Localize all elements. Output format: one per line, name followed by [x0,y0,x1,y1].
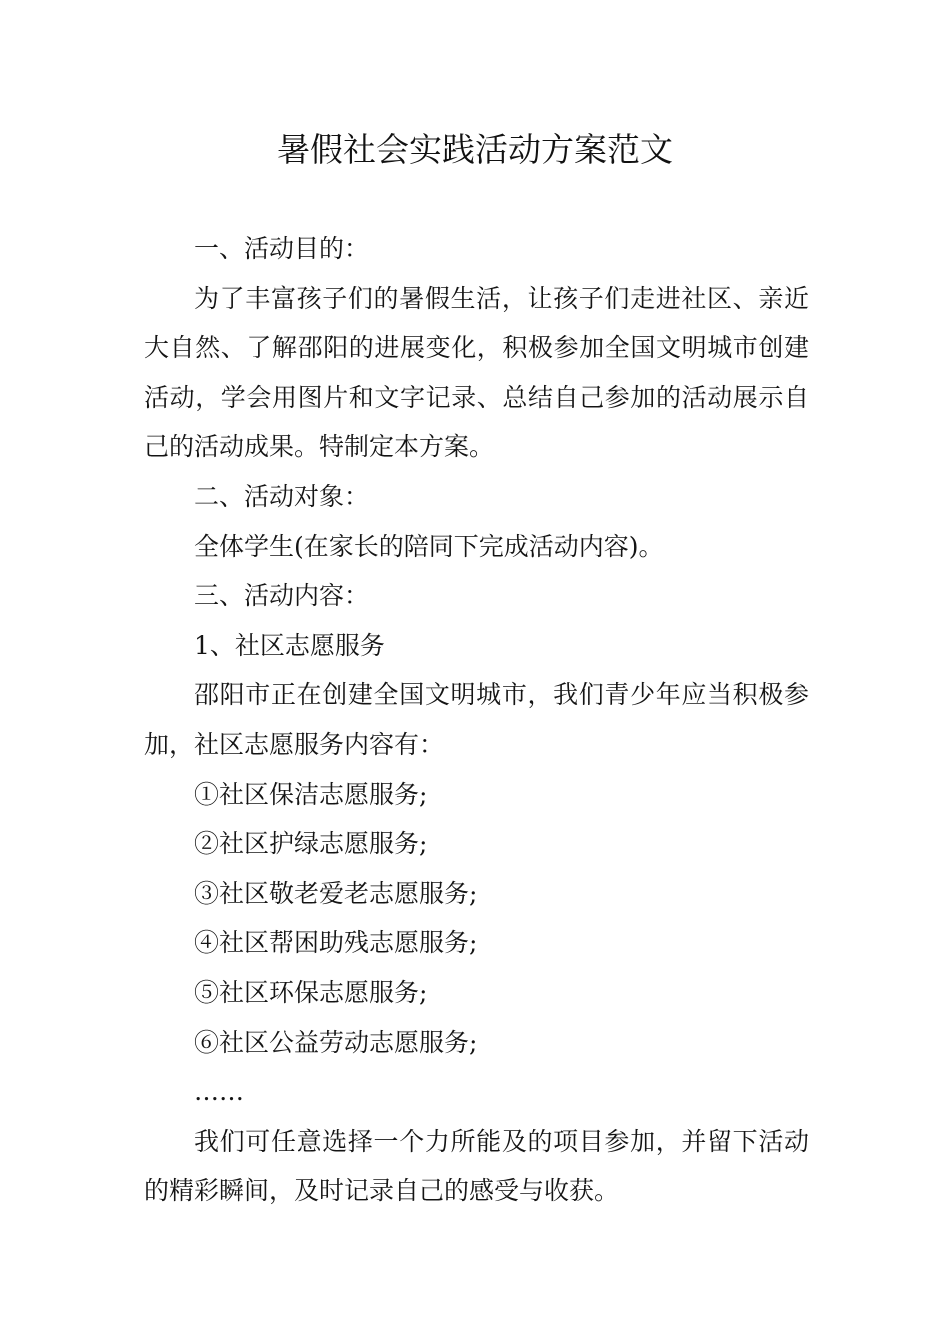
section-heading-content: 三、活动内容： [194,581,370,611]
list-ellipsis: …… [194,1077,244,1107]
list-item: ⑥社区公益劳动志愿服务; [194,1027,478,1057]
list-item: ②社区护绿志愿服务; [194,829,428,859]
paragraph-purpose: 为了丰富孩子们的暑假生活，让孩子们走进社区、亲近大自然、了解邵阳的进展变化，积极参加全国文明城市创建活动，学会用图片和文字记录、总结自己参加的活动展示自己的活动成果。特制定本方案。 [144,283,809,462]
section-heading-purpose: 一、活动目的： [194,234,370,263]
section-heading-target: 二、活动对象： [194,481,370,511]
list-item: ⑤社区环保志愿服务; [194,977,428,1007]
list-item: ①社区保洁志愿服务; [194,779,428,809]
paragraph-target: 全体学生(在家长的陪同下完成活动内容)。 [194,531,664,561]
paragraph-volunteer-intro: 邵阳市正在创建全国文明城市，我们青少年应当积极参加，社区志愿服务内容有： [144,680,809,759]
document-title: 暑假社会实践活动方案范文 [277,130,673,169]
subheading-volunteer: 1、社区志愿服务 [194,630,385,660]
list-item: ④社区帮困助残志愿服务; [194,928,478,958]
paragraph-closing: 我们可任意选择一个力所能及的项目参加，并留下活动的精彩瞬间，及时记录自己的感受与收获。 [144,1126,809,1206]
list-item: ③社区敬老爱老志愿服务; [194,878,478,908]
document-body [144,224,809,1216]
